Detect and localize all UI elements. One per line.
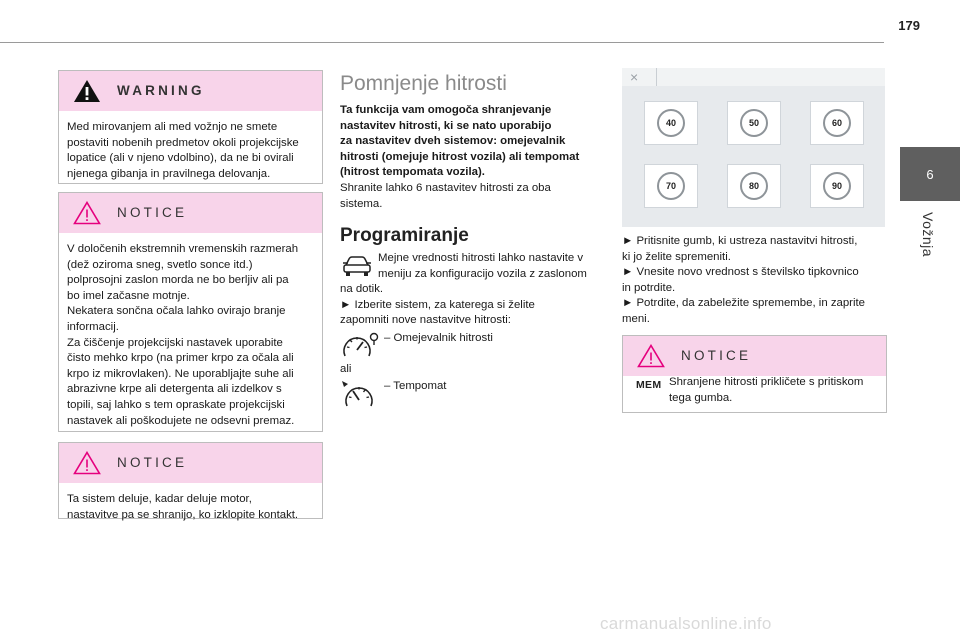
notice-label: NOTICE <box>117 455 188 470</box>
text-line: ki jo želite spremeniti. <box>622 250 731 263</box>
close-icon[interactable]: × <box>630 69 639 85</box>
notice-label: NOTICE <box>117 205 188 220</box>
text-line: ► Pritisnite gumb, ki ustreza nastavitvi hitrosti, <box>622 235 858 247</box>
speed-value: 60 <box>831 118 842 128</box>
notice-box <box>58 442 323 519</box>
text-line: ► Vnesite novo vrednost s številsko tipkovnico <box>622 266 859 279</box>
mem-button-icon: MEM <box>636 379 662 391</box>
warning-text <box>59 111 322 191</box>
chapter-number: 6 <box>926 166 934 182</box>
speed-tile[interactable] <box>810 101 864 145</box>
text-line: Za čiščenje projekcijski nastavek uporabite <box>67 336 283 349</box>
speed-sign-icon <box>657 172 685 200</box>
speed-memory-screen <box>622 68 885 227</box>
warning-header <box>59 71 322 111</box>
text-line: nastavitev hitrosti, ki se nato uporabijo <box>340 119 552 132</box>
text-line: za nastavitev dveh sistemov: omejevalnik <box>340 135 566 148</box>
notice-box <box>622 335 887 413</box>
text-line: Mejne vrednosti hitrosti lahko nastavite v <box>378 252 584 264</box>
screen-topbar <box>622 68 885 86</box>
notice-box <box>58 192 323 432</box>
speed-tile[interactable] <box>727 164 781 208</box>
instructions <box>622 234 865 328</box>
option-cruise: – Tempomat <box>384 380 447 392</box>
topbar-divider <box>656 68 657 86</box>
speed-tile[interactable] <box>644 164 698 208</box>
text-line: informacij. <box>67 320 119 333</box>
text-line: sistema. <box>340 197 383 210</box>
text-line: abrazivne krpe ali detergenta ali izdelkov s <box>67 383 282 396</box>
notice-text <box>669 375 863 406</box>
speed-tile[interactable] <box>644 101 698 145</box>
warning-triangle-icon <box>73 79 101 103</box>
text-line: (dež oziroma sneg, svetlo sonce itd.) <box>67 258 253 271</box>
notice-label: NOTICE <box>681 348 752 363</box>
text-line: zapomniti nove nastavitve hitrosti: <box>340 314 511 327</box>
speed-sign-icon <box>823 109 851 137</box>
text-line: V določenih ekstremnih vremenskih razmerah <box>67 243 299 255</box>
text-line: topili, saj lahko s tem opraskate projekcijski <box>67 398 285 411</box>
header-divider <box>0 42 884 43</box>
text-line: nastavek ali poškodujete ne odsevni premaz. <box>67 414 295 427</box>
speed-tile[interactable] <box>810 164 864 208</box>
text-line: (hitrost tempomata vozila). <box>340 166 485 179</box>
section-intro <box>340 181 551 212</box>
notice-header <box>623 336 886 376</box>
text-line: na dotik. <box>340 283 384 295</box>
text-line: čisto mehko krpo (na primer krpo za očala ali <box>67 352 294 365</box>
speed-value: 90 <box>831 181 842 191</box>
text-line: Shranjene hitrosti prikličete s pritiskom <box>669 376 864 388</box>
text-line: Med mirovanjem ali med vožnjo ne smete <box>67 121 278 133</box>
text-line: postaviti nobenih predmetov okoli projekcijske <box>67 136 299 149</box>
text-line: Ta sistem deluje, kadar deluje motor, <box>67 493 252 505</box>
text-line: ► Potrdite, da zabeležite spremembe, in zaprite <box>622 297 866 310</box>
programming-title: Programiranje <box>340 225 469 246</box>
notice-triangle-icon <box>73 201 101 225</box>
notice-header <box>59 443 322 483</box>
speed-sign-icon <box>740 172 768 200</box>
option-limiter: – Omejevalnik hitrosti <box>384 332 493 344</box>
car-menu-text <box>378 251 587 282</box>
text-line: polprosojni zaslon morda ne bo berljiv ali pa <box>67 274 289 287</box>
car-menu-text-cont <box>340 282 535 329</box>
text-line: krpo iz mikrovlaken). Ne uporabljajte suhe ali <box>67 367 294 380</box>
speed-sign-icon <box>740 109 768 137</box>
notice-header <box>59 193 322 233</box>
speed-value: 70 <box>665 181 676 191</box>
speed-value: 80 <box>748 181 759 191</box>
text-line: bo imel začasne motnje. <box>67 289 190 302</box>
speed-value: 50 <box>748 118 759 128</box>
notice-triangle-icon <box>637 344 665 368</box>
text-line: tega gumba. <box>669 391 733 404</box>
page-number: 179 <box>898 18 920 33</box>
text-line: lopatice (ali v njeno vdolbino), da ne bi ovirali <box>67 152 294 165</box>
text-line: hitrosti (omejuje hitrost vozila) ali tempomat <box>340 150 580 163</box>
speed-tile[interactable] <box>727 101 781 145</box>
text-line: Ta funkcija vam omogoča shranjevanje <box>340 104 552 116</box>
text-line: Shranite lahko 6 nastavitev hitrosti za oba <box>340 182 551 194</box>
text-line: meniju za konfiguracijo vozila z zaslonom <box>378 267 587 280</box>
text-line: Nekatera sončna očala lahko ovirajo branje <box>67 305 286 318</box>
warning-label: WARNING <box>117 83 205 98</box>
speed-value: 40 <box>665 118 676 128</box>
text-line: in potrdite. <box>622 281 676 294</box>
text-line: nastavitve pa se shranijo, ko izklopite kontakt. <box>67 508 299 521</box>
notice-triangle-icon <box>73 451 101 475</box>
speed-sign-icon <box>657 109 685 137</box>
notice-text <box>59 483 322 532</box>
chapter-tab <box>900 147 960 201</box>
chapter-title: Vožnja <box>920 212 936 258</box>
warning-box <box>58 70 323 184</box>
speed-sign-icon <box>823 172 851 200</box>
section-title: Pomnjenje hitrosti <box>340 72 507 95</box>
text-line: meni. <box>622 312 650 325</box>
cruise-control-icon <box>341 380 381 408</box>
section-intro-bold <box>340 103 579 181</box>
speed-limiter-icon <box>341 332 381 360</box>
text-line: njenega gibanja in pravilnega delovanja. <box>67 167 271 180</box>
text-line: ► Izberite sistem, za katerega si želite <box>340 298 535 311</box>
car-screen-icon <box>341 254 373 278</box>
notice-text <box>59 233 322 438</box>
footer-watermark: carmanualsonline.info <box>600 614 772 633</box>
or-text: ali <box>340 363 352 375</box>
